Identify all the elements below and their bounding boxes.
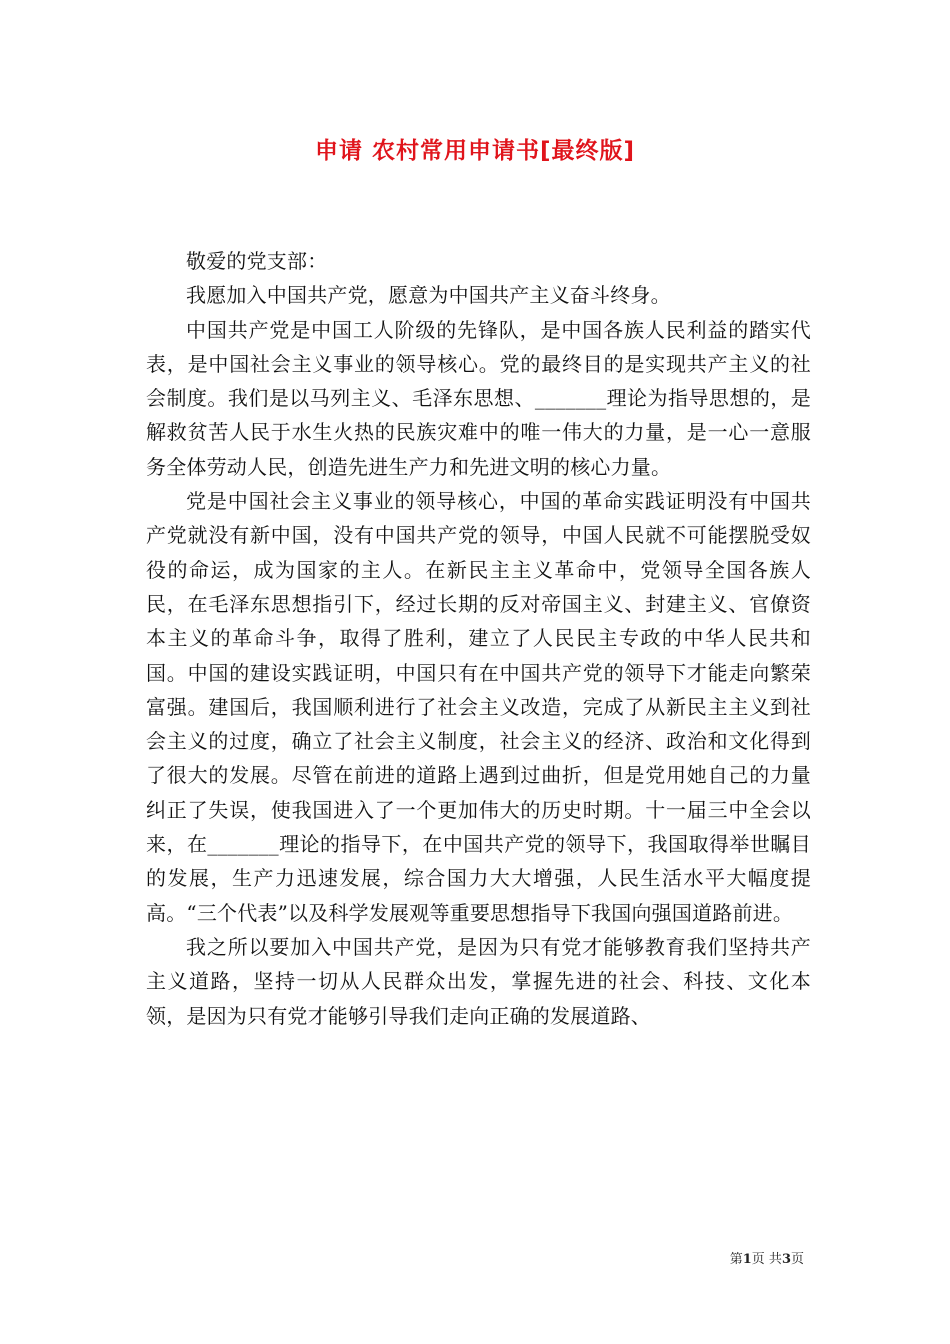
document-title: 申请 农村常用申请书[最终版]: [314, 138, 636, 164]
footer-total-pages: 3: [781, 1252, 791, 1267]
footer-middle: 页 共: [751, 1252, 782, 1267]
paragraph: 我愿加入中国共产党，愿意为中国共产主义奋斗终身。: [186, 283, 671, 308]
footer-suffix: 页: [790, 1252, 804, 1267]
paragraph: 我之所以要加入中国共产党，是因为只有党才能够教育我们坚持共产主义道路，坚持一切从人民群众出发，掌握先进的社会、科技、文化本领，是因为只有党才能够引导我们走向正确的发展道路、: [146, 934, 811, 1028]
footer-page-number: 1: [742, 1252, 752, 1267]
paragraph: 党是中国社会主义事业的领导核心，中国的革命实践证明没有中国共产党就没有新中国，没有中国共产党的领导，中国人民就不可能摆脱受奴役的命运，成为国家的主人。在新民主主义革命中，党领导全国各族人民，在毛泽东思想指引下，经过长期的反对帝国主义、封建主义、官僚资本主义的革命斗争，取得了胜利，建立了人民民主专政的中华人民共和国。中国的建设实践证明，中国只有在中国共产党的领导下才能走向繁荣富强。建国后，我国顺利进行了社会主义改造，完成了从新民主主义到社会主义的过度，确立了社会主义制度，社会主义的经济、政治和文化得到了很大的发展。尽管在前进的道路上遇到过曲折，但是党用她自己的力量纠正了失误，使我国进入了一个更加伟大的历史时期。十一届三中全会以来，在_______理论的指导下，在中国共产党的领导下，我国取得举世瞩目的发展，生产力迅速发展，综合国力大大增强，人民生活水平大幅度提高。“三个代表”以及科学发展观等重要思想指导下我国向强国道路前进。: [146, 489, 811, 925]
footer-prefix: 第: [729, 1252, 743, 1267]
document-body: [146, 244, 811, 1033]
paragraph: 中国共产党是中国工人阶级的先锋队，是中国各族人民利益的踏实代表，是中国社会主义事业的领导核心。党的最终目的是实现共产主义的社会制度。我们是以马列主义、毛泽东思想、_______理论为指导思想的，是解救贫苦人民于水生火热的民族灾难中的唯一伟大的力量，是一心一意服务全体劳动人民，创造先进生产力和先进文明的核心力量。: [146, 317, 811, 479]
salutation: 敬爱的党支部：: [186, 249, 328, 273]
page-footer: [730, 1248, 804, 1267]
